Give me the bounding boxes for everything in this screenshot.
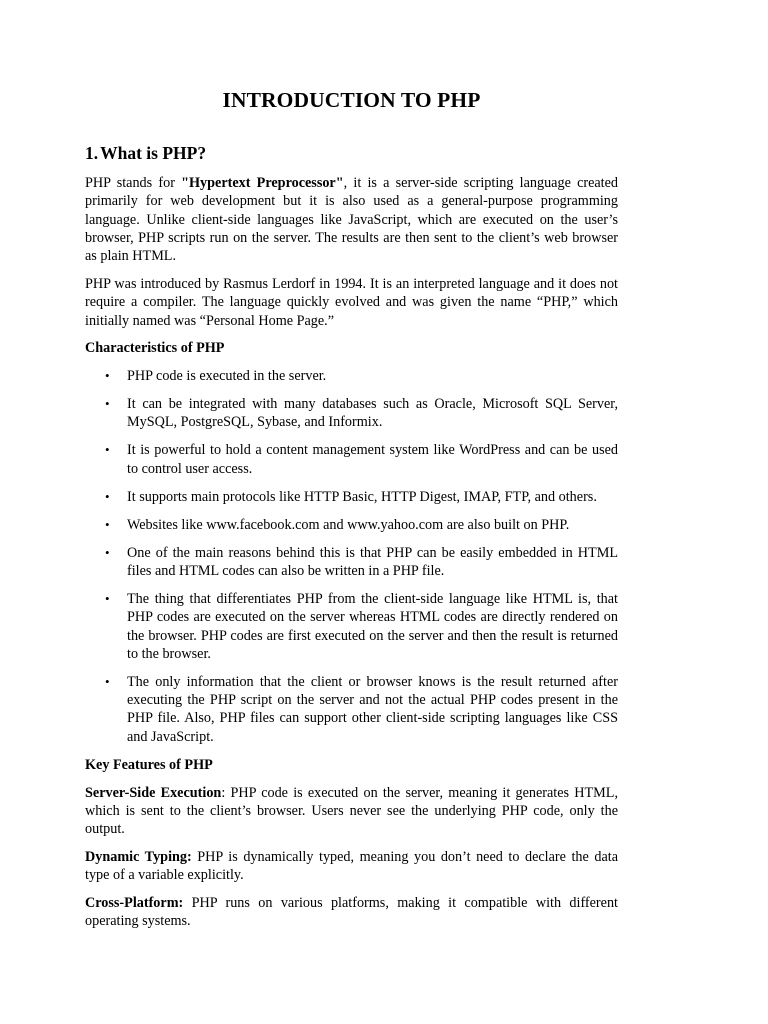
bullet-icon: • xyxy=(105,516,110,532)
feature-text: PHP runs on various platforms, making it compatible with different operating systems. xyxy=(85,895,618,930)
list-item-text: It is powerful to hold a content management system like WordPress and can be used to control user access. xyxy=(127,442,618,477)
key-features-list xyxy=(85,784,618,931)
history-paragraph: PHP was introduced by Rasmus Lerdorf in 1994. It is an interpreted language and it does not require a compiler. The language quickly evolved and was given the name “PHP,” which initially named was “Personal Home Page.” xyxy=(85,275,618,329)
characteristics-list xyxy=(85,367,618,746)
feature-cross-platform xyxy=(85,894,618,931)
bullet-icon: • xyxy=(105,396,110,412)
list-item-text: The only information that the client or browser knows is the result returned after executing the PHP script on the server and not the actual PHP codes present in the PHP file. Also, PHP files can support other client-side scripting languages like CSS and JavaScript. xyxy=(127,673,618,745)
list-item xyxy=(85,544,618,581)
bullet-icon: • xyxy=(105,544,110,560)
bullet-icon: • xyxy=(105,590,110,606)
list-item xyxy=(85,488,618,506)
characteristics-heading: Characteristics of PHP xyxy=(85,340,225,357)
feature-label: Cross-Platform: xyxy=(85,895,184,911)
bullet-icon: • xyxy=(105,442,110,458)
list-item-text: PHP code is executed in the server. xyxy=(127,368,327,385)
feature-label: Server-Side Execution xyxy=(85,784,222,801)
list-item-text: It supports main protocols like HTTP Basic, HTTP Digest, IMAP, FTP, and others. xyxy=(127,488,597,505)
section-heading-text: What is PHP? xyxy=(100,143,207,163)
feature-label: Dynamic Typing: xyxy=(85,848,192,865)
intro-paragraph-bold: "Hypertext Preprocessor" xyxy=(181,175,344,191)
document-page xyxy=(85,86,618,940)
feature-server-side-execution xyxy=(85,784,618,839)
feature-text: PHP is dynamically typed, meaning you don’t need to declare the data type of a variable explicitly. xyxy=(85,848,618,884)
feature-dynamic-typing xyxy=(85,848,618,885)
list-item-text: Websites like www.facebook.com and www.yahoo.com are also built on PHP. xyxy=(127,516,570,533)
intro-paragraph-pre: PHP stands for xyxy=(85,175,182,191)
list-item xyxy=(85,590,618,663)
intro-paragraph xyxy=(85,174,618,265)
intro-paragraph-post: , it is a server-side scripting language created primarily for web development but it is also used as a general-purpose programming language. Unlike client-side languages like JavaScript, which are executed on the user’s browser, PHP scripts run on the server. The results are then sent to the client’s web browser as plain HTML. xyxy=(85,175,619,265)
bullet-icon: • xyxy=(105,673,110,689)
bullet-icon: • xyxy=(105,488,110,504)
list-item xyxy=(85,516,618,534)
section-heading-what-is-php xyxy=(85,142,618,164)
list-item xyxy=(85,367,618,385)
feature-text: : PHP code is executed on the server, meaning it generates HTML, which is sent to the client’s browser. Users never see the underlying PHP code, only the output. xyxy=(85,784,618,838)
section-number: 1. xyxy=(85,143,99,163)
list-item-text: It can be integrated with many databases such as Oracle, Microsoft SQL Server, MySQL, PostgreSQL, Sybase, and Informix. xyxy=(127,396,618,431)
key-features-heading: Key Features of PHP xyxy=(85,756,213,773)
document-title: INTRODUCTION TO PHP xyxy=(222,88,481,112)
list-item-text: One of the main reasons behind this is that PHP can be easily embedded in HTML files and HTML codes can also be written in a PHP file. xyxy=(127,544,618,579)
bullet-icon: • xyxy=(105,368,110,384)
list-item xyxy=(85,673,618,746)
list-item xyxy=(85,395,618,432)
list-item xyxy=(85,441,618,478)
list-item-text: The thing that differentiates PHP from the client-side language like HTML is, that PHP codes are executed on the server whereas HTML codes are directly rendered on the browser. PHP codes are first executed on the server and then the result is returned to the browser. xyxy=(127,590,618,662)
